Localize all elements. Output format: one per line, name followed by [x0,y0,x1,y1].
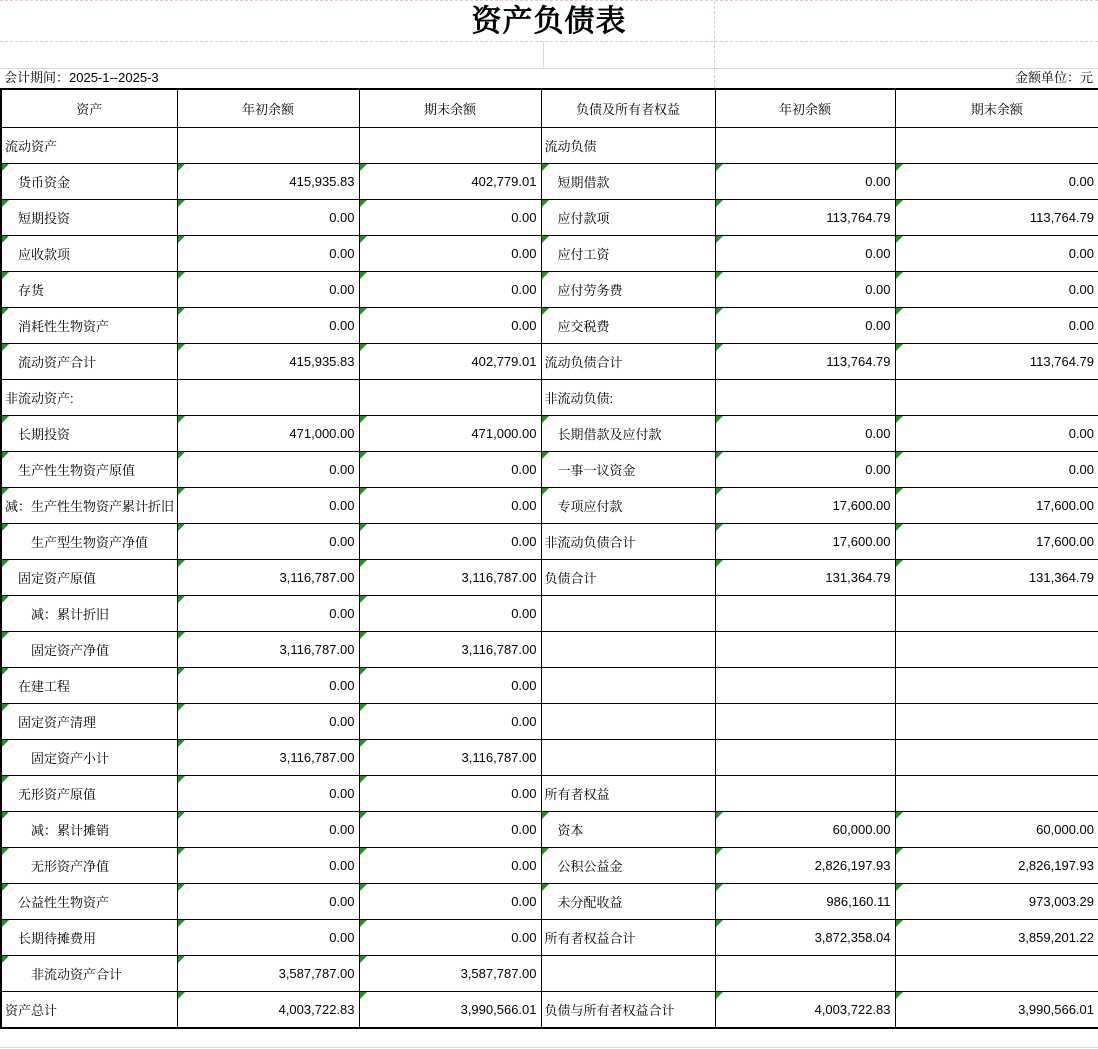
value-cell[interactable] [715,128,895,164]
value-cell[interactable] [715,776,895,812]
value-cell[interactable]: 0.00 [359,704,541,740]
value-cell[interactable] [715,740,895,776]
value-cell[interactable]: 402,779.01 [359,164,541,200]
gridline-bottom [0,1047,1098,1048]
value-cell[interactable]: 0.00 [177,200,359,236]
row-label-cell[interactable]: 长期待摊费用 [1,920,177,956]
table-row [1,200,1098,236]
row-label-cell[interactable]: 公积公益金 [541,848,715,884]
value-cell[interactable]: 131,364.79 [715,560,895,596]
row-label-cell[interactable]: 负债合计 [541,560,715,596]
value-cell[interactable]: 3,587,787.00 [359,956,541,992]
row-label-cell[interactable]: 应付劳务费 [541,272,715,308]
row-label-cell[interactable]: 非流动负债: [541,380,715,416]
value-cell[interactable]: 0.00 [895,164,1098,200]
row-label-cell[interactable] [541,956,715,992]
column-header[interactable]: 年初余额 [177,89,359,128]
value-cell[interactable] [177,380,359,416]
table-row [1,632,1098,668]
value-cell[interactable]: 4,003,722.83 [177,992,359,1029]
value-cell[interactable]: 0.00 [177,236,359,272]
row-label-cell[interactable]: 应付款项 [541,200,715,236]
value-cell[interactable]: 0.00 [177,776,359,812]
gridline-horizontal [0,68,1098,69]
row-label-cell[interactable]: 减：生产性生物资产累计折旧 [1,488,177,524]
row-label-cell[interactable] [541,596,715,632]
table-row [1,704,1098,740]
balance-sheet-table [0,88,1098,1029]
row-label-cell[interactable]: 负债与所有者权益合计 [541,992,715,1029]
value-cell[interactable]: 471,000.00 [177,416,359,452]
accounting-period-label: 会计期间：2025-1--2025-3 [4,70,159,85]
value-cell[interactable]: 402,779.01 [359,344,541,380]
value-cell[interactable]: 0.00 [359,272,541,308]
row-label-cell[interactable]: 存货 [1,272,177,308]
value-cell[interactable] [895,668,1098,704]
value-cell[interactable]: 3,116,787.00 [359,740,541,776]
row-label-cell[interactable]: 资产总计 [1,992,177,1029]
value-cell[interactable] [895,704,1098,740]
column-header[interactable]: 资产 [1,89,177,128]
value-cell[interactable]: 0.00 [359,200,541,236]
table-body [1,128,1098,1029]
value-cell[interactable] [895,740,1098,776]
value-cell[interactable]: 415,935.83 [177,344,359,380]
value-cell[interactable]: 0.00 [359,884,541,920]
value-cell[interactable]: 0.00 [177,452,359,488]
value-cell[interactable] [895,632,1098,668]
value-cell[interactable]: 3,587,787.00 [177,956,359,992]
row-label-cell[interactable]: 公益性生物资产 [1,884,177,920]
value-cell[interactable]: 0.00 [177,524,359,560]
row-label-cell[interactable]: 无形资产原值 [1,776,177,812]
header-row [1,89,1098,128]
column-header[interactable]: 年初余额 [715,89,895,128]
value-cell[interactable]: 986,160.11 [715,884,895,920]
value-cell[interactable] [177,128,359,164]
value-cell[interactable]: 3,116,787.00 [359,632,541,668]
gridline-vertical [543,42,544,68]
value-cell[interactable]: 0.00 [715,236,895,272]
row-label-cell[interactable]: 所有者权益合计 [541,920,715,956]
row-label-cell[interactable]: 减：累计摊销 [1,812,177,848]
row-label-cell[interactable]: 固定资产小计 [1,740,177,776]
value-cell[interactable]: 0.00 [177,272,359,308]
table-row [1,776,1098,812]
row-label-cell[interactable]: 固定资产净值 [1,632,177,668]
value-cell[interactable]: 113,764.79 [895,344,1098,380]
column-header[interactable]: 负债及所有者权益 [541,89,715,128]
value-cell[interactable]: 0.00 [177,848,359,884]
value-cell[interactable]: 0.00 [359,308,541,344]
value-cell[interactable]: 0.00 [895,308,1098,344]
value-cell[interactable]: 60,000.00 [715,812,895,848]
row-label-cell[interactable]: 货币资金 [1,164,177,200]
value-cell[interactable]: 415,935.83 [177,164,359,200]
row-label-cell[interactable]: 应交税费 [541,308,715,344]
value-cell[interactable]: 0.00 [177,884,359,920]
table-row [1,992,1098,1029]
table-row [1,956,1098,992]
value-cell[interactable]: 973,003.29 [895,884,1098,920]
sheet-title: 资产负债表 [471,5,627,38]
value-cell[interactable]: 0.00 [715,272,895,308]
value-cell[interactable]: 113,764.79 [895,200,1098,236]
value-cell[interactable]: 131,364.79 [895,560,1098,596]
row-label-cell[interactable]: 应收款项 [1,236,177,272]
value-cell[interactable]: 0.00 [895,236,1098,272]
value-cell[interactable] [715,380,895,416]
value-cell[interactable] [895,776,1098,812]
table-row [1,668,1098,704]
row-label-cell[interactable] [541,704,715,740]
row-label-cell[interactable]: 流动负债合计 [541,344,715,380]
value-cell[interactable]: 0.00 [359,524,541,560]
row-label-cell[interactable]: 生产性生物资产原值 [1,452,177,488]
value-cell[interactable]: 3,116,787.00 [177,740,359,776]
row-label-cell[interactable] [541,632,715,668]
value-cell[interactable]: 17,600.00 [895,488,1098,524]
value-cell[interactable]: 113,764.79 [715,344,895,380]
value-cell[interactable]: 0.00 [895,452,1098,488]
value-cell[interactable]: 0.00 [895,416,1098,452]
row-label-cell[interactable]: 固定资产原值 [1,560,177,596]
value-cell[interactable]: 3,859,201.22 [895,920,1098,956]
value-cell[interactable]: 0.00 [177,596,359,632]
row-label-cell[interactable]: 固定资产清理 [1,704,177,740]
table-row [1,812,1098,848]
value-cell[interactable]: 0.00 [359,812,541,848]
value-cell[interactable]: 0.00 [359,776,541,812]
value-cell[interactable]: 3,116,787.00 [359,560,541,596]
row-label-cell[interactable]: 资本 [541,812,715,848]
table-row [1,740,1098,776]
row-label-cell[interactable]: 一事一议资金 [541,452,715,488]
value-cell[interactable]: 0.00 [359,668,541,704]
row-label-cell[interactable]: 流动资产合计 [1,344,177,380]
table-row [1,920,1098,956]
value-cell[interactable]: 60,000.00 [895,812,1098,848]
table-row [1,272,1098,308]
value-cell[interactable] [359,128,541,164]
row-label-cell[interactable]: 消耗性生物资产 [1,308,177,344]
value-cell[interactable]: 113,764.79 [715,200,895,236]
column-header[interactable]: 期末余额 [895,89,1098,128]
row-label-cell[interactable]: 减：累计折旧 [1,596,177,632]
table-row [1,416,1098,452]
value-cell[interactable]: 3,990,566.01 [359,992,541,1029]
row-label-cell[interactable]: 未分配收益 [541,884,715,920]
value-cell[interactable]: 17,600.00 [715,488,895,524]
value-cell[interactable] [359,380,541,416]
table-row [1,380,1098,416]
table-row [1,524,1098,560]
value-cell[interactable]: 0.00 [359,920,541,956]
value-cell[interactable]: 0.00 [359,488,541,524]
value-cell[interactable]: 0.00 [177,308,359,344]
amount-unit-label: 金额单位：元 [1014,70,1093,85]
row-label-cell[interactable]: 非流动资产: [1,380,177,416]
value-cell[interactable]: 471,000.00 [359,416,541,452]
value-cell[interactable]: 0.00 [715,164,895,200]
page-break-line-top [0,0,1098,1]
value-cell[interactable] [715,956,895,992]
row-label-cell[interactable]: 生产型生物资产净值 [1,524,177,560]
row-label-cell[interactable]: 非流动资产合计 [1,956,177,992]
value-cell[interactable]: 3,116,787.00 [177,560,359,596]
value-cell[interactable]: 0.00 [359,596,541,632]
row-label-cell[interactable]: 短期借款 [541,164,715,200]
value-cell[interactable] [715,596,895,632]
table-row [1,236,1098,272]
table-row [1,488,1098,524]
table-row [1,344,1098,380]
value-cell[interactable]: 2,826,197.93 [895,848,1098,884]
value-cell[interactable]: 0.00 [177,704,359,740]
table-row [1,884,1098,920]
table-row [1,164,1098,200]
row-label-cell[interactable]: 应付工资 [541,236,715,272]
value-cell[interactable]: 0.00 [177,920,359,956]
value-cell[interactable]: 0.00 [895,272,1098,308]
row-label-cell[interactable]: 长期投资 [1,416,177,452]
row-label-cell[interactable]: 非流动负债合计 [541,524,715,560]
row-label-cell[interactable]: 流动负债 [541,128,715,164]
table-row [1,308,1098,344]
value-cell[interactable] [715,704,895,740]
row-label-cell[interactable]: 在建工程 [1,668,177,704]
value-cell[interactable]: 17,600.00 [715,524,895,560]
value-cell[interactable]: 4,003,722.83 [715,992,895,1029]
value-cell[interactable]: 0.00 [715,308,895,344]
value-cell[interactable]: 0.00 [177,812,359,848]
value-cell[interactable]: 3,116,787.00 [177,632,359,668]
row-label-cell[interactable]: 所有者权益 [541,776,715,812]
value-cell[interactable] [895,956,1098,992]
row-label-cell[interactable]: 短期投资 [1,200,177,236]
value-cell[interactable]: 0.00 [715,416,895,452]
value-cell[interactable]: 0.00 [359,848,541,884]
table-row [1,452,1098,488]
table-row [1,560,1098,596]
table-row [1,128,1098,164]
value-cell[interactable]: 0.00 [177,488,359,524]
row-label-cell[interactable]: 无形资产净值 [1,848,177,884]
value-cell[interactable]: 2,826,197.93 [715,848,895,884]
value-cell[interactable]: 3,872,358.04 [715,920,895,956]
value-cell[interactable]: 0.00 [359,452,541,488]
value-cell[interactable]: 3,990,566.01 [895,992,1098,1029]
column-header[interactable]: 期末余额 [359,89,541,128]
value-cell[interactable] [895,596,1098,632]
value-cell[interactable] [715,632,895,668]
value-cell[interactable]: 0.00 [359,236,541,272]
value-cell[interactable] [715,668,895,704]
row-label-cell[interactable]: 长期借款及应付款 [541,416,715,452]
value-cell[interactable]: 0.00 [715,452,895,488]
value-cell[interactable] [895,128,1098,164]
table-row [1,596,1098,632]
row-label-cell[interactable]: 流动资产 [1,128,177,164]
table-row [1,848,1098,884]
value-cell[interactable]: 17,600.00 [895,524,1098,560]
value-cell[interactable]: 0.00 [177,668,359,704]
row-label-cell[interactable] [541,740,715,776]
row-label-cell[interactable] [541,668,715,704]
value-cell[interactable] [895,380,1098,416]
row-label-cell[interactable]: 专项应付款 [541,488,715,524]
